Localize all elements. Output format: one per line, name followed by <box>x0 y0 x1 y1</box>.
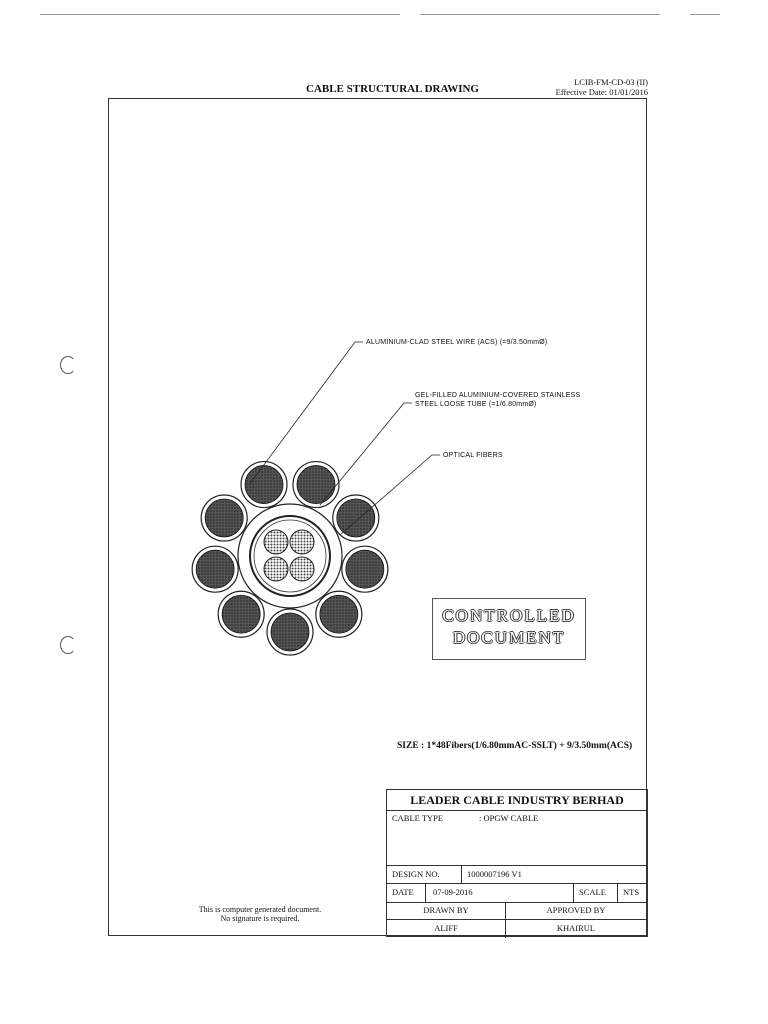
title-block-divider <box>387 902 647 903</box>
fiber-bundle <box>290 557 314 581</box>
company-name: LEADER CABLE INDUSTRY BERHAD <box>410 793 624 807</box>
acs-wire-core <box>245 466 283 504</box>
acs-wire-core <box>346 550 384 588</box>
design-no-label: DESIGN NO. <box>392 869 440 879</box>
stamp-line1: CONTROLLED <box>442 606 576 625</box>
doc-code-text: LCIB-FM-CD-03 (II) <box>574 77 648 87</box>
label-loose-tube-line2: STEEL LOOSE TUBE (=1/6.80mmØ) <box>415 401 537 408</box>
title-block-divider <box>387 865 647 866</box>
acs-wire-core <box>337 499 375 537</box>
drawn-by-label: DRAWN BY <box>423 905 469 915</box>
fiber-bundle <box>290 530 314 554</box>
effective-date: Effective Date: 01/01/2016 <box>555 87 648 97</box>
page-title: CABLE STRUCTURAL DRAWING <box>306 83 479 95</box>
computer-generated-note <box>180 905 340 923</box>
label-acs-wire: ALUMINIUM-CLAD STEEL WIRE (ACS) (=9/3.50mmØ) <box>366 339 548 346</box>
scale-value: NTS <box>623 887 640 897</box>
date-label: DATE <box>392 887 414 897</box>
acs-wire-core <box>320 595 358 633</box>
fiber-bundle <box>264 557 288 581</box>
title-block-vdivider <box>425 883 426 902</box>
title-block-vdivider <box>573 883 574 902</box>
controlled-document-stamp <box>432 598 586 660</box>
label-optical-fibers: OPTICAL FIBERS <box>443 452 503 459</box>
title-block <box>386 789 648 937</box>
label-loose-tube-line1: GEL-FILLED ALUMINIUM-COVERED STAINLESS <box>415 392 581 399</box>
note-line2: No signature is required. <box>220 914 300 923</box>
approved-by-label: APPROVED BY <box>546 905 606 915</box>
note-line1: This is computer generated document. <box>198 905 322 914</box>
title-block-divider <box>387 810 647 811</box>
cable-type-label: CABLE TYPE <box>392 813 444 823</box>
label-loose-tube <box>415 391 580 409</box>
acs-wire-core <box>222 595 260 633</box>
fiber-bundle <box>264 530 288 554</box>
cable-size-spec: SIZE : 1*48Fibers(1/6.80mmAC-SSLT) + 9/3.50mm(ACS) <box>397 741 633 751</box>
date-value: 07-09-2016 <box>433 887 473 897</box>
title-block-divider <box>387 883 647 884</box>
acs-wire-core <box>271 613 309 651</box>
title-block-vdivider <box>617 883 618 902</box>
stamp-line2: DOCUMENT <box>452 628 566 647</box>
scale-label: SCALE <box>579 887 606 897</box>
cable-type-value: : OPGW CABLE <box>479 813 539 823</box>
tube-steel-layer <box>254 520 326 592</box>
title-block-divider <box>387 919 647 920</box>
drawn-by-name: ALIFF <box>434 923 458 933</box>
title-block-vdivider <box>461 865 462 883</box>
acs-wire-core <box>205 499 243 537</box>
acs-wire-core <box>297 466 335 504</box>
acs-wire-core <box>196 550 234 588</box>
design-no-value: 1000007196 V1 <box>467 869 522 879</box>
approved-by-name: KHAIRUL <box>556 923 596 933</box>
